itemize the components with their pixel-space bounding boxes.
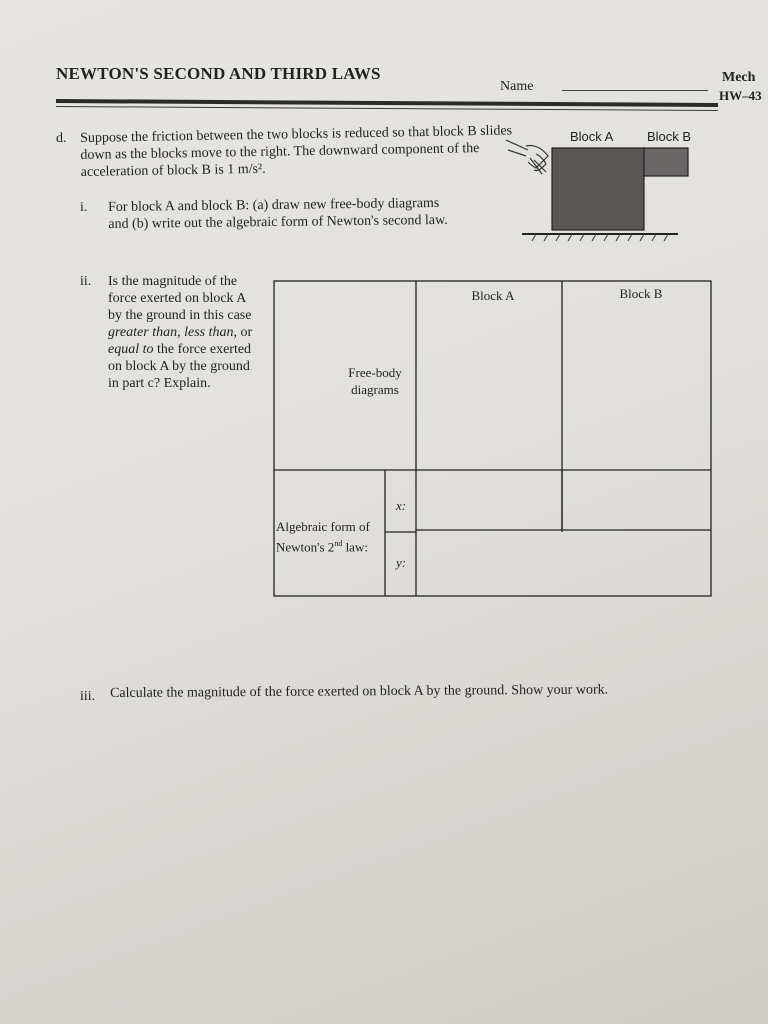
- block-b-shape: [644, 148, 688, 176]
- part-iii-work-area[interactable]: [80, 712, 720, 1002]
- table-row-free-body-diagrams: [335, 364, 415, 398]
- answer-table: [273, 280, 713, 598]
- algebraic-newton: Newton's 2: [276, 539, 335, 555]
- block-b-fbd-answer-area[interactable]: [563, 302, 709, 468]
- part-ii-emphasis: greater than, less than,: [108, 325, 237, 340]
- algebraic-law: law:: [342, 539, 368, 555]
- page-title: NEWTON'S SECOND AND THIRD LAWS: [56, 64, 381, 83]
- homework-code: HW–43: [719, 88, 762, 103]
- free-body-line-1: Free-body: [348, 365, 402, 380]
- free-body-line-2: diagrams: [351, 382, 399, 397]
- figure-block-a-label: Block A: [570, 129, 614, 144]
- part-ii-emphasis-2: equal to: [108, 342, 154, 357]
- y-component-label: y:: [395, 555, 407, 570]
- part-iii-text: Calculate the magnitude of the force exerted on block A by the ground. Show your work.: [110, 682, 609, 701]
- part-iii-label: iii.: [80, 689, 96, 704]
- part-i-label: i.: [80, 200, 88, 215]
- name-label: Name: [500, 79, 534, 94]
- block-a-shape: [552, 148, 644, 230]
- part-ii-text: [108, 273, 258, 392]
- table-header-block-b: Block B: [619, 286, 663, 301]
- table-header-block-a: Block A: [471, 288, 515, 303]
- part-ii-text-2: or: [236, 325, 253, 340]
- ground-hatching: [532, 234, 668, 241]
- part-i-text: For block A and block B: (a) draw new free-body diagrams and (b) write out the algebraic form of Newton's second law.: [108, 195, 448, 232]
- block-a-fbd-answer-area[interactable]: [417, 302, 561, 468]
- blocks-figure: [500, 124, 710, 246]
- algebraic-line-2: [276, 535, 388, 555]
- algebraic-line-1: Algebraic form of: [276, 519, 370, 534]
- part-d-label: d.: [56, 131, 67, 146]
- part-ii-label: ii.: [80, 274, 92, 289]
- part-d-text: Suppose the friction between the two blocks is reduced so that block B slides down as the blocks move to the right. The downward component of the acceleration of block B is 1 m/s².: [80, 123, 513, 180]
- algebraic-superscript: nd: [334, 539, 343, 548]
- figure-block-b-label: Block B: [647, 129, 692, 144]
- pushing-hand-icon: [506, 140, 548, 174]
- part-ii-text-3: the force exerted on block A by the ground in part c? Explain.: [108, 342, 252, 391]
- course-label: Mech: [722, 70, 756, 85]
- table-row-algebraic-form: [276, 518, 388, 555]
- part-ii-text-1: Is the magnitude of the force exerted on block A by the ground in this case: [108, 274, 252, 323]
- x-component-label: x:: [395, 498, 407, 513]
- name-blank-line: [562, 90, 708, 91]
